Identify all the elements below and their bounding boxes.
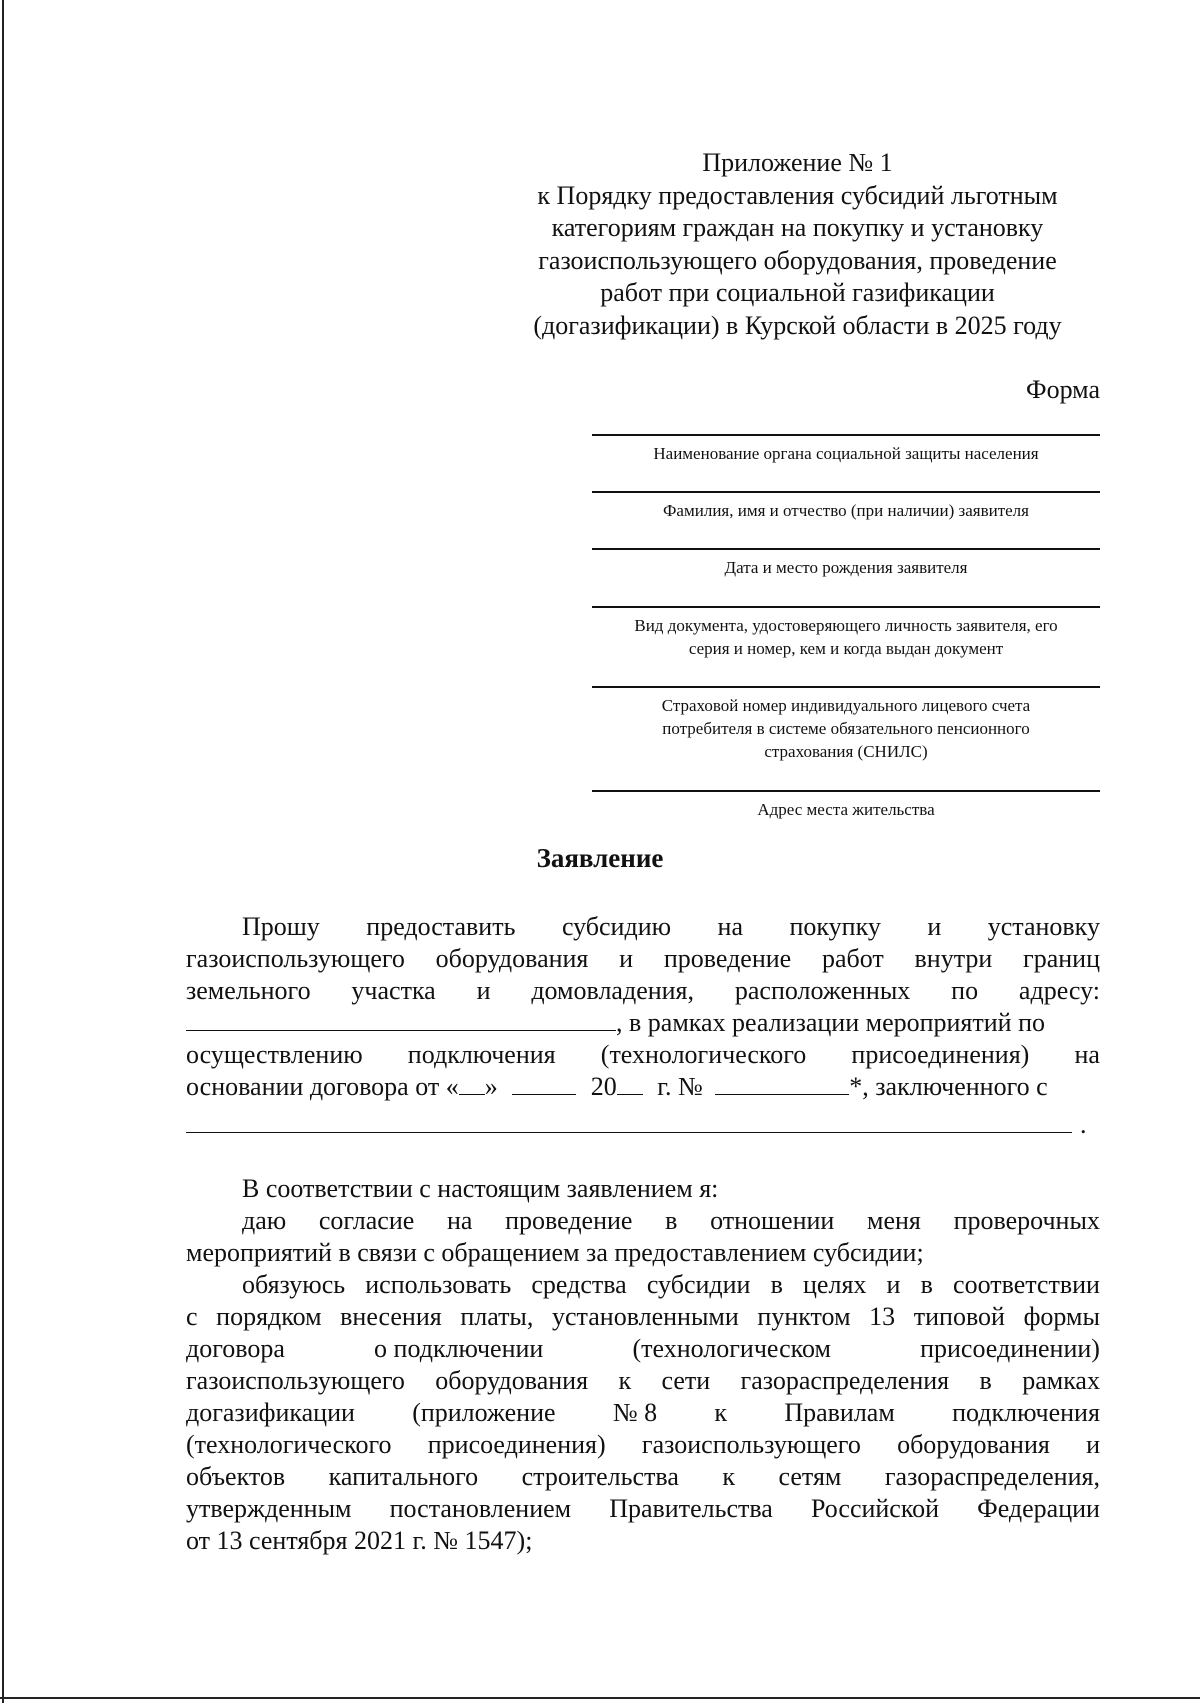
word: газораспределения — [740, 1366, 950, 1395]
word: подключения — [952, 1398, 1100, 1427]
word: обязуюсь — [242, 1270, 346, 1299]
word: проверочных — [953, 1206, 1100, 1235]
word: и — [619, 944, 634, 973]
contract-number-blank[interactable] — [715, 1072, 849, 1095]
word: о подключении — [374, 1334, 544, 1363]
field-caption: серия и номер, кем и когда выдан документ — [688, 639, 1004, 658]
word: сетям — [778, 1462, 842, 1491]
word: (технологическом — [632, 1334, 831, 1363]
word: на — [446, 1206, 473, 1235]
word: использовать — [365, 1270, 512, 1299]
field-caption: Адрес места жительства — [757, 800, 935, 819]
word: оборудования — [435, 944, 589, 973]
word: строительства — [521, 1462, 679, 1491]
word: земельного — [186, 976, 311, 1005]
word: 13 — [869, 1302, 896, 1331]
word: средства — [531, 1270, 627, 1299]
field-caption: потребителя в системе обязательного пенсионного — [662, 719, 1030, 738]
word: (технологического — [186, 1430, 392, 1459]
text-line — [186, 1493, 1100, 1525]
text-line — [186, 1071, 1100, 1103]
word: на — [1074, 1040, 1100, 1069]
text-line: от 13 сентября 2021 г. № 1547); — [186, 1526, 533, 1555]
text-fragment: » — [484, 1072, 498, 1101]
word: в — [665, 1206, 678, 1235]
word: утвержденным — [186, 1494, 352, 1523]
word: типовой — [913, 1302, 1005, 1331]
word: субсидии — [646, 1270, 751, 1299]
word: соответствии — [953, 1270, 1100, 1299]
appendix-line: (догазификации) в Курской области в 2025 году — [533, 310, 1062, 340]
text-line: мероприятий в связи с обращением за предоставлением субсидии; — [186, 1238, 924, 1267]
word: отношении — [710, 1206, 835, 1235]
field-identity-document[interactable] — [592, 606, 1100, 686]
word: по — [951, 976, 979, 1005]
text-line — [186, 1397, 1100, 1429]
field-address[interactable] — [592, 790, 1100, 828]
appendix-line: газоиспользующего оборудования, проведение — [538, 245, 1057, 275]
text-fragment: г. № — [657, 1072, 703, 1101]
word: Российской — [810, 1494, 940, 1523]
word: согласие — [318, 1206, 415, 1235]
word: установку — [987, 912, 1100, 941]
word: покупку — [789, 912, 881, 941]
word: подключения — [407, 1040, 556, 1069]
word: даю — [242, 1206, 287, 1235]
text-line — [186, 1039, 1100, 1071]
field-social-protection-body[interactable] — [592, 434, 1100, 491]
word: участка — [351, 976, 436, 1005]
field-birth-date-place[interactable] — [592, 548, 1100, 606]
field-caption: страхования (СНИЛС) — [764, 742, 928, 761]
text-line — [186, 1007, 1100, 1039]
field-caption: Дата и место рождения заявителя — [724, 558, 968, 577]
contract-month-blank[interactable] — [512, 1072, 576, 1095]
word: оборудования — [897, 1430, 1050, 1459]
word: рамках — [1022, 1366, 1100, 1395]
word: установленными — [552, 1302, 739, 1331]
contractor-blank[interactable] — [186, 1132, 1072, 1133]
word: догазификации — [186, 1398, 355, 1427]
word: сети — [661, 1366, 711, 1395]
word: к — [618, 1366, 632, 1395]
word: № 8 — [612, 1398, 658, 1427]
word: в — [979, 1366, 992, 1395]
word: присоединении) — [920, 1334, 1100, 1363]
field-snils[interactable] — [592, 686, 1100, 790]
appendix-line: работ при социальной газификации — [600, 278, 995, 307]
word: газоиспользующего — [186, 1366, 405, 1395]
contract-day-blank[interactable] — [459, 1072, 485, 1095]
text-fragment: 20 — [590, 1072, 617, 1101]
word: газораспределения, — [884, 1462, 1100, 1491]
end-dot: . — [1080, 1110, 1087, 1139]
word: расположенных — [734, 976, 911, 1005]
text-line — [186, 975, 1100, 1007]
word: газоиспользующего — [186, 944, 405, 973]
word: (приложение — [412, 1398, 556, 1427]
word: и — [1086, 1430, 1100, 1459]
word: домовладения, — [531, 976, 695, 1005]
word: объектов — [186, 1462, 286, 1491]
word: целях — [803, 1270, 867, 1299]
text-line — [186, 1333, 1100, 1365]
appendix-line: категориям граждан на покупку и установку — [551, 213, 1044, 242]
document-title: Заявление — [536, 843, 664, 873]
word: и — [927, 912, 942, 941]
appendix-line: Приложение № 1 — [702, 148, 893, 177]
text-fragment: , в рамках реализации мероприятий по — [616, 1008, 1045, 1037]
field-full-name[interactable] — [592, 491, 1100, 548]
word: работ — [821, 944, 884, 973]
word: формы — [1023, 1302, 1100, 1331]
word: оборудования — [435, 1366, 589, 1395]
word: субсидию — [561, 912, 672, 941]
word: предоставить — [366, 912, 516, 941]
field-caption: Вид документа, удостоверяющего личность заявителя, его — [634, 616, 1058, 635]
field-caption: Страховой номер индивидуального лицевого счета — [661, 696, 1031, 715]
word: границ — [1023, 944, 1100, 973]
contract-year-blank[interactable] — [617, 1072, 643, 1095]
word: и — [476, 976, 491, 1005]
text-line — [186, 1461, 1100, 1493]
word: присоединения) — [427, 1430, 606, 1459]
word: внесения — [340, 1302, 442, 1331]
word: внутри — [914, 944, 993, 973]
word: присоединения) — [851, 1040, 1030, 1069]
text-line — [186, 1205, 1100, 1237]
field-caption: Фамилия, имя и отчество (при наличии) заявителя — [663, 501, 1029, 520]
text-fragment: *, заключенного с — [849, 1072, 1048, 1101]
word: Правительства — [609, 1494, 773, 1523]
word: и — [886, 1270, 901, 1299]
applicant-fields — [592, 434, 1100, 828]
address-blank[interactable] — [186, 1008, 616, 1031]
word: в — [920, 1270, 933, 1299]
word: осуществлению — [186, 1040, 363, 1069]
text-line — [186, 1269, 1100, 1301]
word: к — [722, 1462, 736, 1491]
text-line — [186, 1429, 1100, 1461]
text-line: В соответствии с настоящим заявлением я: — [242, 1174, 719, 1203]
word: порядком — [216, 1302, 322, 1331]
word: к — [714, 1398, 728, 1427]
word: платы, — [460, 1302, 534, 1331]
word: капитального — [328, 1462, 479, 1491]
word: на — [717, 912, 743, 941]
text-line — [186, 1301, 1100, 1333]
page-bottom-border — [0, 1697, 1200, 1699]
text-line — [186, 911, 1100, 943]
word: договора — [186, 1334, 285, 1363]
word: Правилам — [784, 1398, 895, 1427]
text-line — [186, 943, 1100, 975]
word: меня — [867, 1206, 921, 1235]
word: адресу: — [1018, 976, 1100, 1005]
field-caption: Наименование органа социальной защиты населения — [653, 444, 1039, 463]
form-label: Форма — [1026, 375, 1100, 404]
word: постановлением — [389, 1494, 572, 1523]
word: с — [186, 1302, 198, 1331]
text-line — [186, 1365, 1100, 1397]
word: проведение — [663, 944, 792, 973]
text-fragment: основании договора от « — [186, 1072, 459, 1101]
appendix-header — [490, 147, 1105, 342]
word: Прошу — [242, 912, 320, 941]
word: (технологического — [600, 1040, 807, 1069]
word: пунктом — [757, 1302, 851, 1331]
appendix-line: к Порядку предоставления субсидий льготным — [537, 180, 1058, 210]
word: проведение — [505, 1206, 633, 1235]
word: в — [770, 1270, 783, 1299]
word: Федерации — [977, 1494, 1100, 1523]
word: газоиспользующего — [641, 1430, 861, 1459]
